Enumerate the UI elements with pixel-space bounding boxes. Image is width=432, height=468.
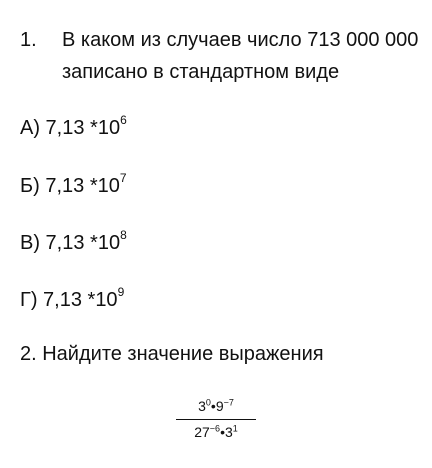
denominator-dot: • bbox=[220, 424, 225, 440]
denominator-exp-2: 1 bbox=[232, 423, 238, 434]
denominator-exp-1: −6 bbox=[209, 423, 221, 434]
expression-fraction bbox=[176, 396, 256, 442]
numerator-dot: • bbox=[210, 398, 216, 414]
option-g-text: Г) 7,13 *10 bbox=[20, 289, 118, 311]
option-b-text: Б) 7,13 *10 bbox=[20, 175, 120, 197]
fraction-numerator bbox=[176, 396, 256, 416]
fraction-denominator bbox=[176, 422, 256, 442]
numerator-base-1: 3 bbox=[198, 398, 206, 414]
option-v-exponent: 8 bbox=[120, 228, 127, 243]
denominator-base-2: 3 bbox=[224, 424, 233, 440]
option-a-exponent: 6 bbox=[120, 113, 127, 128]
option-b-exponent: 7 bbox=[119, 171, 127, 186]
fraction-bar bbox=[176, 419, 256, 420]
numerator-exp-1: 0 bbox=[205, 397, 211, 408]
option-v-text: В) 7,13 *10 bbox=[20, 232, 121, 254]
option-g-exponent: 9 bbox=[117, 285, 125, 300]
numerator-base-2: 9 bbox=[215, 398, 224, 414]
option-b bbox=[20, 172, 127, 200]
numerator-exp-2: −7 bbox=[223, 397, 234, 408]
option-a bbox=[20, 114, 127, 142]
question-1-number: 1. bbox=[20, 29, 37, 51]
option-a-text: А) 7,13 *10 bbox=[20, 117, 121, 139]
question-1-text: В каком из случаев число 713 000 000 записано в стандартном виде bbox=[62, 29, 419, 83]
option-v bbox=[20, 229, 127, 257]
option-g bbox=[20, 286, 124, 314]
denominator-base-1: 27 bbox=[194, 424, 210, 440]
question-2-text: 2. Найдите значение выражения bbox=[20, 343, 324, 365]
